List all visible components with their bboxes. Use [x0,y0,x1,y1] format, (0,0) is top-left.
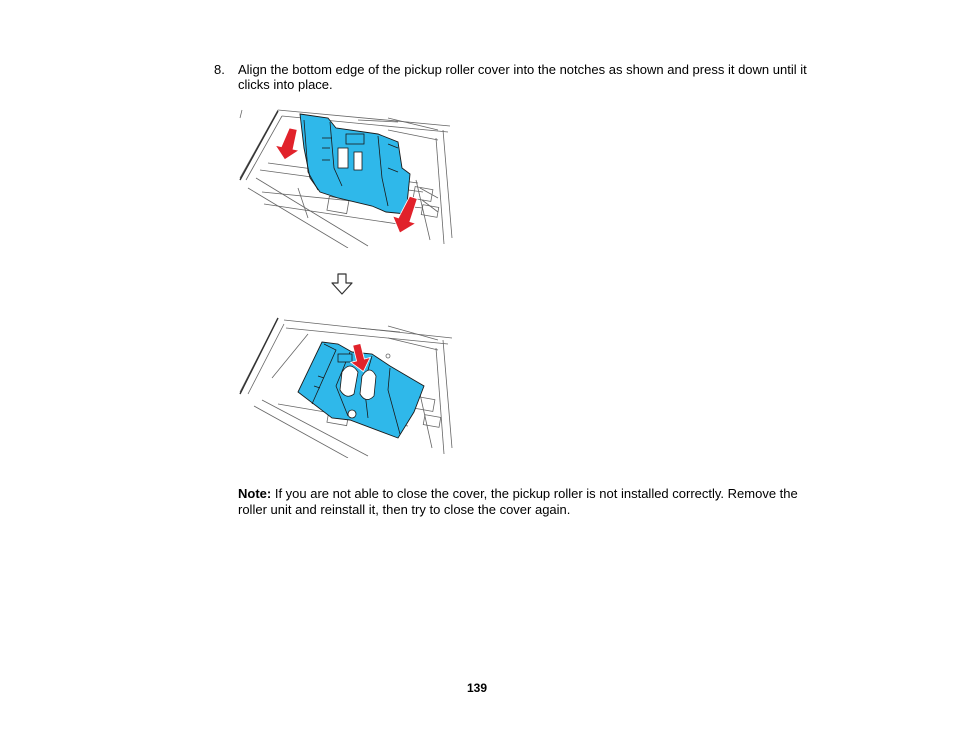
note-label: Note: [238,486,272,501]
down-arrow-outline-icon [330,272,354,296]
step-text: Align the bottom edge of the pickup roller cover into the notches as shown and press it down until it clicks into place. [238,62,807,92]
note-text: If you are not able to close the cover, the pickup roller is not installed correctly. Remove the roller unit and reinstall it, then try to close the cover again. [238,486,798,517]
note-paragraph [238,486,818,517]
cover-pressed-illustration [238,314,456,458]
step-number: 8. [214,62,225,77]
page-number: 139 [466,681,488,695]
cover-alignment-illustration [238,108,456,248]
